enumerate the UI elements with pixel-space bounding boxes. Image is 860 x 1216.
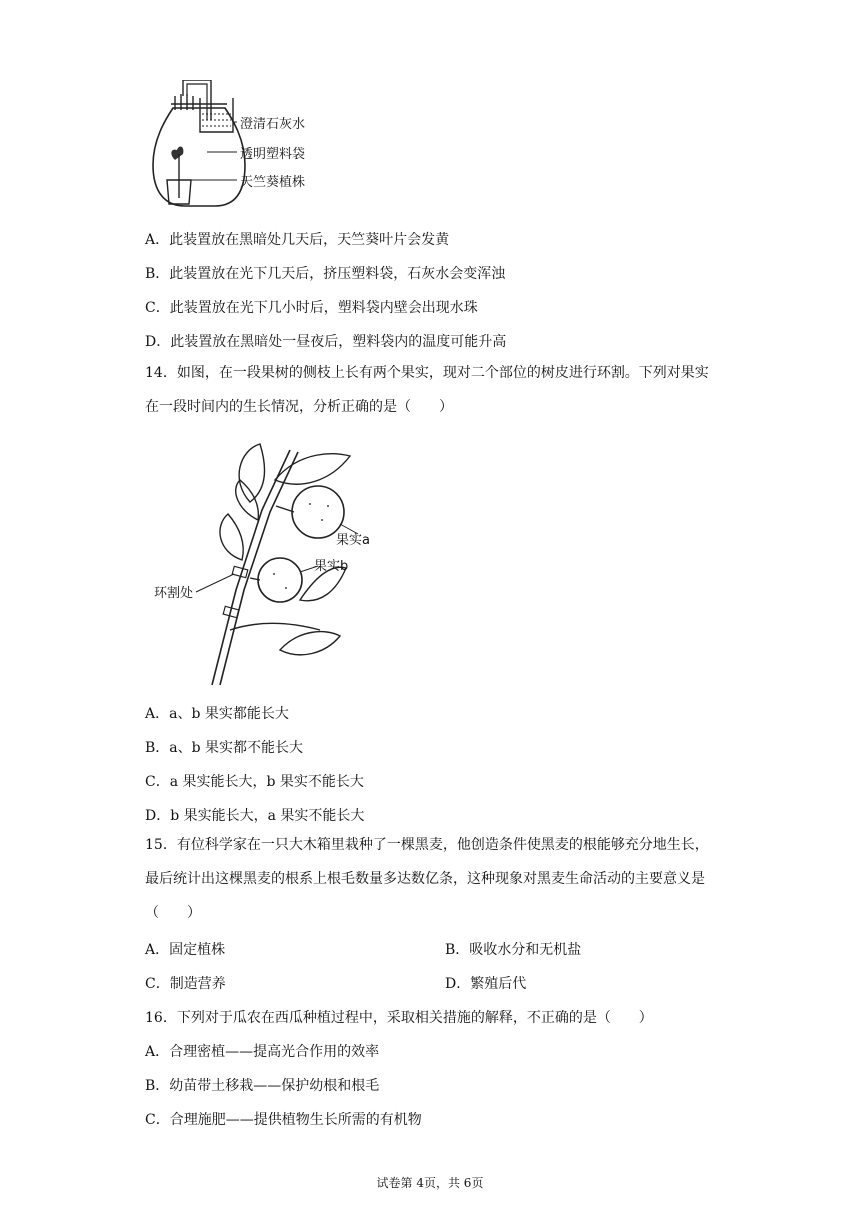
q14-option-c: C．a 果实能长大，b 果实不能长大 (145, 774, 364, 790)
q15-option-c: C．制造营养 (145, 976, 226, 992)
q14-option-a: A．a、b 果实都能长大 (145, 706, 289, 722)
q13-option-d: D．此装置放在黑暗处一昼夜后，塑料袋内的温度可能升高 (145, 334, 507, 350)
q13-option-c: C．此装置放在光下几小时后，塑料袋内壁会出现水珠 (145, 300, 478, 316)
q15-stem: 15．有位科学家在一只大木箱里栽种了一棵黑麦，他创造条件使黑麦的根能够充分地生长，最后统计出这棵黑麦的根系上根毛数量多达数亿条，这种现象对黑麦生命活动的主要意义是（ ） (145, 837, 709, 921)
fruit-branch-drawing (150, 440, 410, 690)
label-girdle: 环割处 (154, 586, 194, 601)
figure-14-branch (150, 440, 410, 690)
q16-option-a: A．合理密植——提高光合作用的效率 (145, 1044, 380, 1060)
label-limewater: 澄清石灰水 (240, 117, 306, 132)
q13-option-a: A．此装置放在黑暗处几天后，天竺葵叶片会发黄 (145, 232, 450, 248)
q15-option-d: D．繁殖后代 (445, 976, 527, 992)
page-footer: 试卷第 4页，共 6页 (376, 1176, 484, 1190)
q16-stem: 16．下列对于瓜农在西瓜种植过程中，采取相关措施的解释，不正确的是（ ） (145, 1010, 653, 1026)
q15-option-b: B．吸收水分和无机盐 (445, 942, 582, 958)
q16-option-b: B．幼苗带土移栽——保护幼根和根毛 (145, 1078, 380, 1094)
q14-option-d: D．b 果实能长大，a 果实不能长大 (145, 808, 365, 824)
q14-stem: 14．如图，在一段果树的侧枝上长有两个果实，现对二个部位的树皮进行环割。下列对果实在一段时间内的生长情况，分析正确的是（ ） (145, 365, 709, 415)
q16-option-c: C．合理施肥——提供植物生长所需的有机物 (145, 1112, 422, 1128)
q15-option-a: A．固定植株 (145, 942, 226, 958)
label-transparent-bag: 透明塑料袋 (240, 147, 306, 162)
label-fruit-a: 果实a (336, 533, 370, 548)
label-geranium-plant: 天竺葵植株 (240, 175, 306, 190)
q14-option-b: B．a、b 果实都不能长大 (145, 740, 304, 756)
figure-13-apparatus (145, 80, 465, 215)
q13-option-b: B．此装置放在光下几天后，挤压塑料袋，石灰水会变浑浊 (145, 266, 506, 282)
label-fruit-b: 果实b (314, 559, 349, 574)
